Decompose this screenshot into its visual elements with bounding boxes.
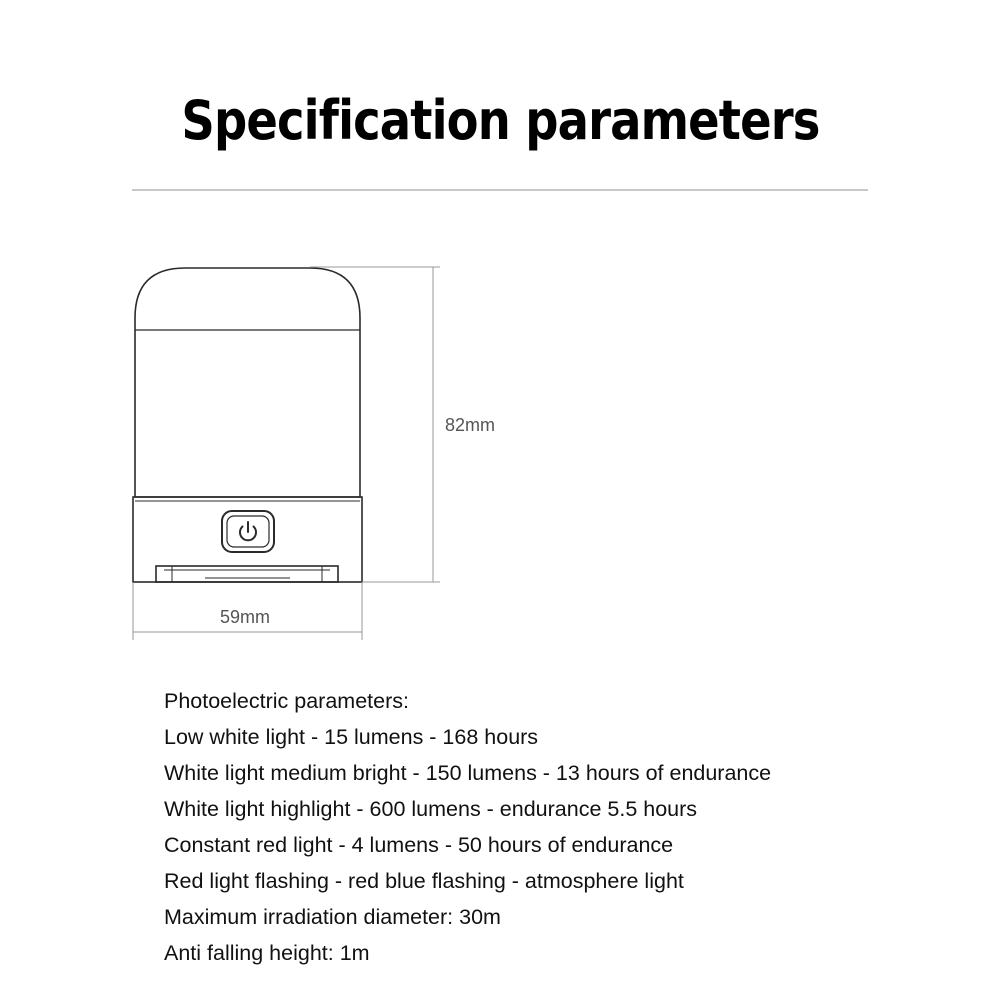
spec-item: White light medium bright - 150 lumens - 13 hours of endurance	[164, 761, 772, 785]
page-title: Specification parameters	[181, 89, 820, 152]
spec-item: Red light flashing - red blue flashing - atmosphere light	[164, 869, 684, 893]
spec-item: White light highlight - 600 lumens - endurance 5.5 hours	[164, 797, 698, 821]
spec-item: Constant red light - 4 lumens - 50 hours of endurance	[164, 833, 674, 857]
spec-list	[164, 683, 771, 971]
power-button	[222, 511, 274, 552]
height-dimension	[310, 267, 440, 582]
width-dimension-label: 59mm	[220, 607, 271, 627]
spec-item: Maximum irradiation diameter: 30m	[164, 905, 501, 929]
lamp-foot-clip	[156, 566, 338, 582]
spec-item: Low white light - 15 lumens - 168 hours	[164, 725, 539, 749]
height-dimension-label: 82mm	[445, 415, 496, 435]
spec-heading: Photoelectric parameters:	[164, 689, 409, 713]
lamp-body-outline	[135, 268, 360, 497]
spec-item: Anti falling height: 1m	[164, 941, 370, 965]
